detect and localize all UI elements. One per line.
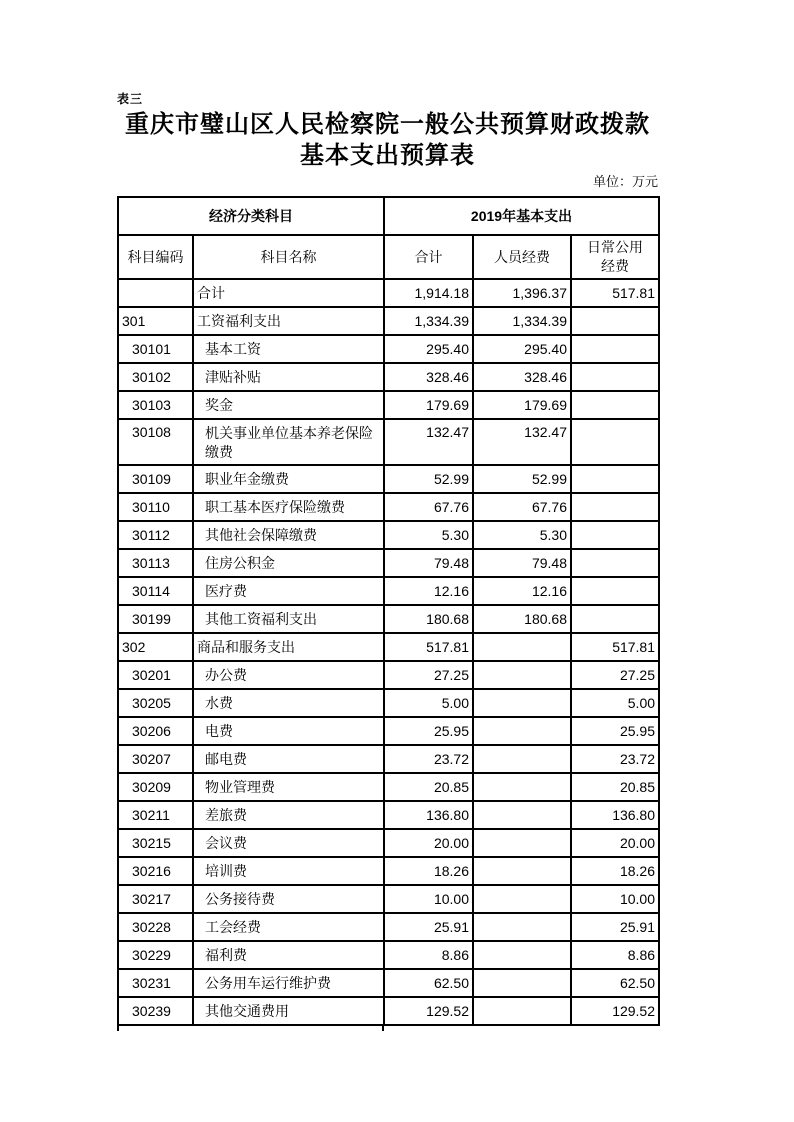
- subject-code-cell: 30109: [118, 465, 193, 493]
- subject-name-cell: 工资福利支出: [193, 307, 384, 335]
- header-total: 合计: [384, 235, 473, 279]
- subject-code-cell: 30113: [118, 549, 193, 577]
- subject-name-cell: 培训费: [193, 857, 384, 885]
- subject-name-cell: 职业年金缴费: [193, 465, 384, 493]
- subject-name-cell: 邮电费: [193, 745, 384, 773]
- personnel-cell: [473, 997, 571, 1025]
- total-cell: 25.95: [384, 717, 473, 745]
- subject-name-cell: 其他交通费用: [193, 997, 384, 1025]
- personnel-cell: [473, 773, 571, 801]
- subject-code-cell: 301: [118, 307, 193, 335]
- subject-code-cell: [118, 279, 193, 307]
- table-number-label: 表三: [117, 92, 144, 106]
- table-row: [118, 913, 659, 941]
- personnel-cell: 295.40: [473, 335, 571, 363]
- subject-code-cell: 30239: [118, 997, 193, 1025]
- subject-name-cell: 住房公积金: [193, 549, 384, 577]
- personnel-cell: [473, 633, 571, 661]
- personnel-cell: 1,396.37: [473, 279, 571, 307]
- table-row: [118, 969, 659, 997]
- personnel-cell: 67.76: [473, 493, 571, 521]
- total-cell: 10.00: [384, 885, 473, 913]
- personnel-cell: 52.99: [473, 465, 571, 493]
- personnel-cell: [473, 745, 571, 773]
- subject-code-cell: 30211: [118, 801, 193, 829]
- header-economic-classification: 经济分类科目: [118, 197, 384, 235]
- daily-expense-cell: [571, 391, 659, 419]
- personnel-cell: 79.48: [473, 549, 571, 577]
- table-row: [118, 801, 659, 829]
- total-cell: 18.26: [384, 857, 473, 885]
- total-cell: 20.00: [384, 829, 473, 857]
- total-cell: 52.99: [384, 465, 473, 493]
- total-cell: 1,914.18: [384, 279, 473, 307]
- subject-name-cell: 差旅费: [193, 801, 384, 829]
- subject-name-cell: 商品和服务支出: [193, 633, 384, 661]
- subject-name-cell: 公务用车运行维护费: [193, 969, 384, 997]
- table-row: [118, 717, 659, 745]
- subject-code-cell: 30110: [118, 493, 193, 521]
- subject-code-cell: 30215: [118, 829, 193, 857]
- subject-name-cell: 合计: [193, 279, 384, 307]
- total-cell: 20.85: [384, 773, 473, 801]
- subject-code-cell: 30231: [118, 969, 193, 997]
- daily-expense-cell: 25.91: [571, 913, 659, 941]
- total-cell: 328.46: [384, 363, 473, 391]
- header-personnel-expense: 人员经费: [473, 235, 571, 279]
- table-row: [118, 363, 659, 391]
- personnel-cell: [473, 661, 571, 689]
- daily-expense-cell: [571, 493, 659, 521]
- daily-expense-cell: [571, 577, 659, 605]
- subject-code-cell: 30201: [118, 661, 193, 689]
- daily-expense-cell: 8.86: [571, 941, 659, 969]
- table-row: [118, 605, 659, 633]
- daily-expense-cell: 25.95: [571, 717, 659, 745]
- unit-note: 单位：万元: [592, 174, 658, 189]
- total-cell: 5.00: [384, 689, 473, 717]
- daily-expense-cell: 5.00: [571, 689, 659, 717]
- daily-expense-cell: 10.00: [571, 885, 659, 913]
- subject-code-cell: 30228: [118, 913, 193, 941]
- personnel-cell: [473, 913, 571, 941]
- total-cell: 79.48: [384, 549, 473, 577]
- subject-code-cell: 30229: [118, 941, 193, 969]
- table-row: [118, 391, 659, 419]
- subject-name-cell: 机关事业单位基本养老保险缴费: [193, 419, 384, 465]
- subject-name-cell: 福利费: [193, 941, 384, 969]
- subject-code-cell: 30205: [118, 689, 193, 717]
- total-cell: 129.52: [384, 997, 473, 1025]
- personnel-cell: 1,334.39: [473, 307, 571, 335]
- table-row: [118, 577, 659, 605]
- document-title-line2: 基本支出预算表: [300, 142, 475, 169]
- subject-code-cell: 30206: [118, 717, 193, 745]
- subject-name-cell: 奖金: [193, 391, 384, 419]
- total-cell: 62.50: [384, 969, 473, 997]
- subject-code-cell: 30112: [118, 521, 193, 549]
- header-2019-basic-expenditure: 2019年基本支出: [384, 197, 659, 235]
- subject-name-cell: 公务接待费: [193, 885, 384, 913]
- subject-code-cell: 30207: [118, 745, 193, 773]
- table-row: [118, 829, 659, 857]
- daily-expense-cell: 62.50: [571, 969, 659, 997]
- personnel-cell: 5.30: [473, 521, 571, 549]
- personnel-cell: [473, 829, 571, 857]
- document-title: [117, 109, 658, 171]
- daily-expense-cell: [571, 419, 659, 465]
- table-row: [118, 493, 659, 521]
- total-cell: 179.69: [384, 391, 473, 419]
- total-cell: 1,334.39: [384, 307, 473, 335]
- personnel-cell: 179.69: [473, 391, 571, 419]
- subject-name-cell: 水费: [193, 689, 384, 717]
- table-row: [118, 419, 659, 465]
- daily-expense-cell: 23.72: [571, 745, 659, 773]
- subject-code-cell: 30102: [118, 363, 193, 391]
- subject-name-cell: 其他工资福利支出: [193, 605, 384, 633]
- subject-code-cell: 302: [118, 633, 193, 661]
- personnel-cell: 180.68: [473, 605, 571, 633]
- subject-name-cell: 电费: [193, 717, 384, 745]
- header-columns-row: [118, 235, 659, 279]
- subject-code-cell: 30114: [118, 577, 193, 605]
- personnel-cell: [473, 717, 571, 745]
- table-row: [118, 997, 659, 1025]
- table-row: [118, 279, 659, 307]
- total-cell: 23.72: [384, 745, 473, 773]
- table-row: [118, 307, 659, 335]
- table-row: [118, 941, 659, 969]
- total-cell: 67.76: [384, 493, 473, 521]
- personnel-cell: [473, 941, 571, 969]
- personnel-cell: [473, 969, 571, 997]
- subject-code-cell: 30217: [118, 885, 193, 913]
- table-row: [118, 335, 659, 363]
- subject-name-cell: 工会经费: [193, 913, 384, 941]
- daily-expense-cell: [571, 465, 659, 493]
- daily-expense-cell: 27.25: [571, 661, 659, 689]
- total-cell: 12.16: [384, 577, 473, 605]
- table-row: [118, 549, 659, 577]
- header-daily-public-expense: 日常公用经费: [571, 235, 659, 279]
- daily-expense-cell: 20.00: [571, 829, 659, 857]
- subject-code-cell: 30108: [118, 419, 193, 465]
- document-title-line1: 重庆市璧山区人民检察院一般公共预算财政拨款: [125, 111, 650, 138]
- subject-code-cell: 30101: [118, 335, 193, 363]
- table-row: [118, 745, 659, 773]
- subject-name-cell: 其他社会保障缴费: [193, 521, 384, 549]
- daily-expense-cell: [571, 521, 659, 549]
- daily-expense-cell: [571, 307, 659, 335]
- subject-code-cell: 30216: [118, 857, 193, 885]
- daily-expense-cell: [571, 605, 659, 633]
- budget-table-wrap: [117, 196, 660, 1026]
- subject-code-cell: 30103: [118, 391, 193, 419]
- total-cell: 8.86: [384, 941, 473, 969]
- daily-expense-cell: 18.26: [571, 857, 659, 885]
- header-group-row: [118, 197, 659, 235]
- table-continuation-stub-mid: [382, 1026, 384, 1031]
- subject-name-cell: 医疗费: [193, 577, 384, 605]
- total-cell: 132.47: [384, 419, 473, 465]
- daily-expense-cell: 136.80: [571, 801, 659, 829]
- subject-name-cell: 物业管理费: [193, 773, 384, 801]
- personnel-cell: 132.47: [473, 419, 571, 465]
- header-subject-code: 科目编码: [118, 235, 193, 279]
- daily-expense-cell: 129.52: [571, 997, 659, 1025]
- personnel-cell: [473, 885, 571, 913]
- personnel-cell: [473, 801, 571, 829]
- table-row: [118, 633, 659, 661]
- header-subject-name: 科目名称: [193, 235, 384, 279]
- table-body: [118, 279, 659, 1025]
- total-cell: 27.25: [384, 661, 473, 689]
- budget-table: [117, 196, 660, 1026]
- table-continuation-stub-left: [117, 1026, 119, 1031]
- total-cell: 517.81: [384, 633, 473, 661]
- subject-name-cell: 津贴补贴: [193, 363, 384, 391]
- personnel-cell: [473, 857, 571, 885]
- total-cell: 136.80: [384, 801, 473, 829]
- table-row: [118, 521, 659, 549]
- subject-name-cell: 办公费: [193, 661, 384, 689]
- table-row: [118, 773, 659, 801]
- total-cell: 180.68: [384, 605, 473, 633]
- subject-code-cell: 30209: [118, 773, 193, 801]
- daily-expense-cell: 20.85: [571, 773, 659, 801]
- total-cell: 25.91: [384, 913, 473, 941]
- personnel-cell: 12.16: [473, 577, 571, 605]
- table-row: [118, 661, 659, 689]
- daily-expense-cell: [571, 549, 659, 577]
- daily-expense-cell: 517.81: [571, 633, 659, 661]
- subject-name-cell: 职工基本医疗保险缴费: [193, 493, 384, 521]
- daily-expense-cell: [571, 363, 659, 391]
- table-row: [118, 465, 659, 493]
- daily-expense-cell: [571, 335, 659, 363]
- table-row: [118, 689, 659, 717]
- total-cell: 295.40: [384, 335, 473, 363]
- subject-code-cell: 30199: [118, 605, 193, 633]
- subject-name-cell: 基本工资: [193, 335, 384, 363]
- table-row: [118, 885, 659, 913]
- personnel-cell: 328.46: [473, 363, 571, 391]
- daily-expense-cell: 517.81: [571, 279, 659, 307]
- total-cell: 5.30: [384, 521, 473, 549]
- subject-name-cell: 会议费: [193, 829, 384, 857]
- personnel-cell: [473, 689, 571, 717]
- table-row: [118, 857, 659, 885]
